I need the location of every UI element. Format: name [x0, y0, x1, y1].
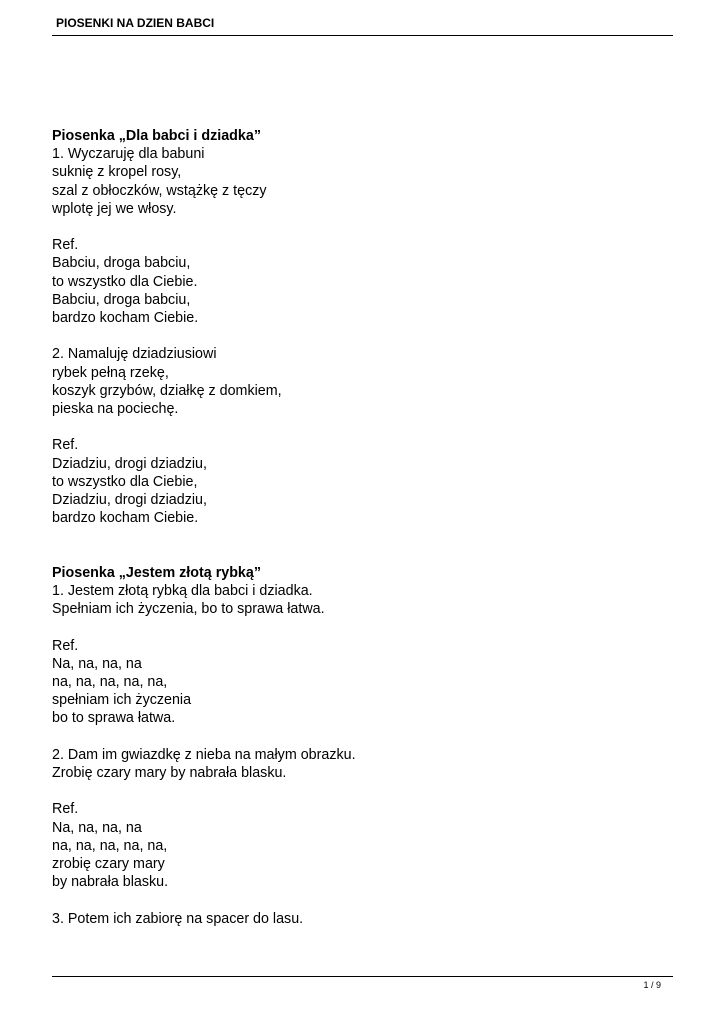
lyric-line: 1. Jestem złotą rybką dla babci i dziadka.: [52, 583, 313, 599]
lyric-line: Babciu, droga babciu,: [52, 291, 191, 308]
lyric-line: to wszystko dla Ciebie.: [52, 273, 198, 290]
page-header: [52, 15, 673, 36]
page-footer: [52, 976, 673, 990]
page-number: 1 / 9: [643, 980, 661, 990]
lyric-line: Dziadziu, drogi dziadziu,: [52, 492, 207, 509]
stanza: [52, 746, 673, 782]
stanza-spacer: [52, 418, 673, 436]
refrain: [52, 800, 673, 891]
lyric-line: na, na, na, na, na,: [52, 674, 168, 690]
song-dla-babci-i-dziadka: [52, 127, 673, 527]
refrain: [52, 436, 673, 527]
lyric-line: Na, na, na, na: [52, 819, 142, 836]
lyric-line: bardzo kocham Ciebie.: [52, 310, 199, 327]
lyric-line: szal z obłoczków, wstążkę z tęczy: [52, 182, 267, 199]
document-body: [52, 127, 673, 928]
refrain: [52, 236, 673, 327]
lyric-line: Zrobię czary mary by nabrała blasku.: [52, 765, 287, 781]
lyric-line: bardzo kocham Ciebie.: [52, 510, 199, 527]
lyric-line: Dziadziu, drogi dziadziu,: [52, 455, 207, 472]
refrain-label: Ref.: [52, 437, 79, 454]
lyric-line: zrobię czary mary: [52, 856, 165, 872]
song-spacer: [52, 527, 673, 545]
lyric-line: wplotę jej we włosy.: [52, 200, 177, 217]
song-title: Piosenka „Jestem złotą rybką”: [52, 564, 261, 581]
lyric-line: bo to sprawa łatwa.: [52, 710, 176, 727]
stanza: [52, 582, 673, 618]
lyric-line: suknię z kropel rosy,: [52, 164, 182, 181]
lyric-line: 1. Wyczaruję dla babuni: [52, 146, 205, 163]
lyric-line: koszyk grzybów, działkę z domkiem,: [52, 382, 282, 399]
stanza-spacer: [52, 782, 673, 800]
lyric-line: 2. Dam im gwiazdkę z nieba na małym obrazku.: [52, 746, 356, 763]
lyric-line: Babciu, droga babciu,: [52, 255, 191, 272]
stanza-spacer: [52, 728, 673, 746]
stanza-spacer: [52, 327, 673, 345]
document-title: PIOSENKI NA DZIEN BABCI: [56, 16, 215, 30]
lyric-line: to wszystko dla Ciebie,: [52, 473, 198, 490]
song-spacer: [52, 546, 673, 564]
lyric-line: 2. Namaluję dziadziusiowi: [52, 346, 217, 363]
refrain: [52, 637, 673, 728]
refrain-label: Ref.: [52, 637, 79, 654]
stanza-spacer: [52, 218, 673, 236]
stanza: [52, 910, 673, 928]
lyric-line: 3. Potem ich zabiorę na spacer do lasu.: [52, 910, 304, 927]
lyric-line: Spełniam ich życzenia, bo to sprawa łatwa.: [52, 601, 325, 618]
lyric-line: pieska na pociechę.: [52, 401, 179, 418]
stanza-spacer: [52, 891, 673, 909]
refrain-label: Ref.: [52, 801, 79, 818]
refrain-label: Ref.: [52, 237, 79, 254]
stanza: [52, 145, 673, 218]
song-title: Piosenka „Dla babci i dziadka”: [52, 128, 261, 144]
lyric-line: spełniam ich życzenia: [52, 692, 192, 709]
lyric-line: by nabrała blasku.: [52, 874, 169, 891]
lyric-line: rybek pełną rzekę,: [52, 364, 169, 381]
lyric-line: Na, na, na, na: [52, 655, 142, 672]
lyric-line: na, na, na, na, na,: [52, 837, 168, 854]
stanza: [52, 345, 673, 418]
song-jestem-zlota-rybka: [52, 564, 673, 928]
stanza-spacer: [52, 618, 673, 636]
